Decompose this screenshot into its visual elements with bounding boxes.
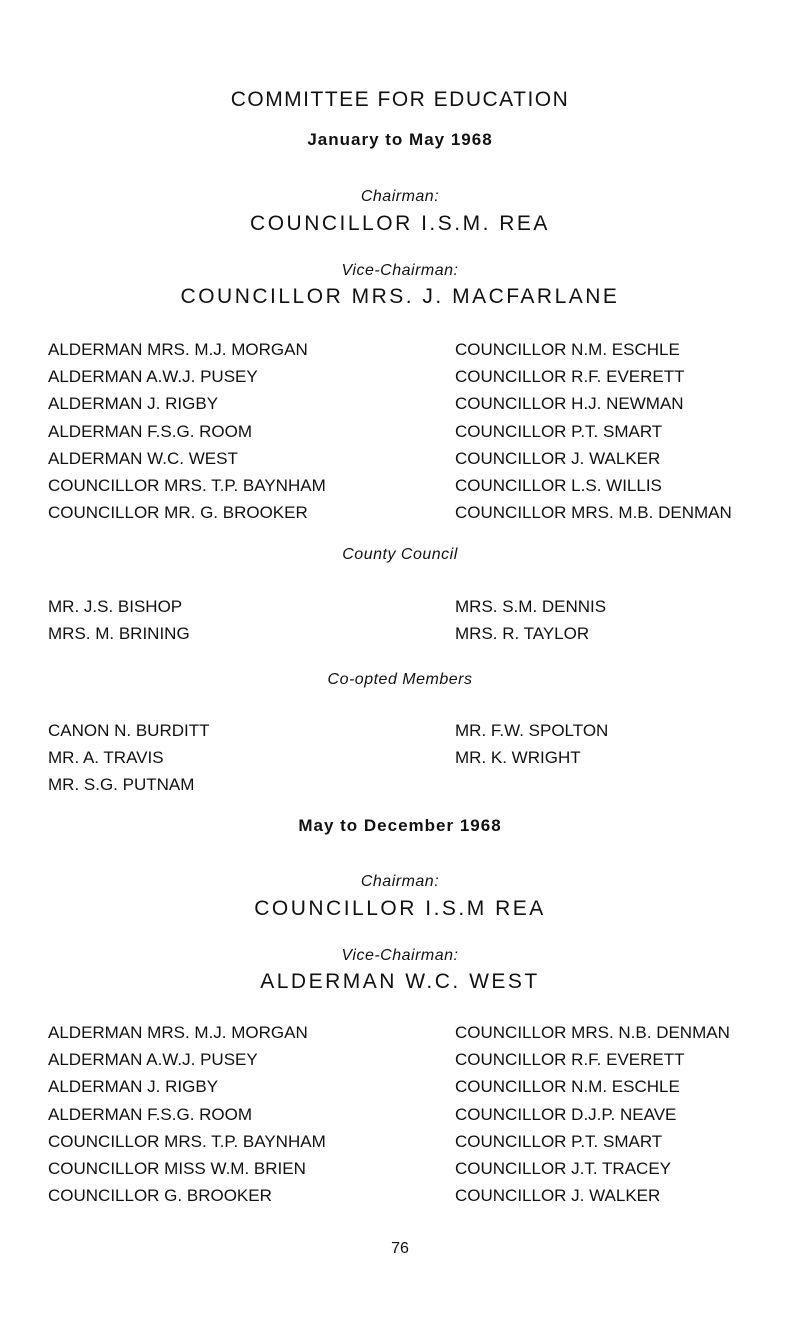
member-name: COUNCILLOR MR. G. BROOKER xyxy=(48,503,308,523)
coopted-members-right xyxy=(455,717,608,771)
period-2-vice-chairman: ALDERMAN W.C. WEST xyxy=(260,970,540,993)
member-name: MR. J.S. BISHOP xyxy=(48,597,183,616)
member-name: ALDERMAN MRS. M.J. MORGAN xyxy=(48,1023,308,1042)
member-name: ALDERMAN J. RIGBY xyxy=(48,394,219,414)
member-name: COUNCILLOR N.M. ESCHLE xyxy=(455,1077,680,1097)
page-number: 76 xyxy=(391,1240,409,1257)
coopted-members-left xyxy=(48,717,210,799)
member-name: ALDERMAN A.W.J. PUSEY xyxy=(48,1050,258,1070)
member-name: MR. S.G. PUTNAM xyxy=(48,775,195,795)
period-1-members-right xyxy=(455,336,732,526)
member-name: ALDERMAN J. RIGBY xyxy=(48,1077,219,1097)
period-2-chairman: COUNCILLOR I.S.M REA xyxy=(254,897,546,920)
member-name: COUNCILLOR G. BROOKER xyxy=(48,1186,272,1206)
member-name: MR. K. WRIGHT xyxy=(455,748,581,768)
period-1-chairman-label: Chairman: xyxy=(360,188,440,205)
member-name: MR. A. TRAVIS xyxy=(48,748,164,768)
county-council-right xyxy=(455,593,606,647)
period-1-vice-chairman: COUNCILLOR MRS. J. MACFARLANE xyxy=(180,285,620,308)
period-2-members-left xyxy=(48,1019,326,1209)
page-title: COMMITTEE FOR EDUCATION xyxy=(230,88,570,111)
member-name: COUNCILLOR J. WALKER xyxy=(455,1186,661,1206)
period-2-chairman-label: Chairman: xyxy=(360,873,440,890)
member-name: CANON N. BURDITT xyxy=(48,721,210,740)
member-name: COUNCILLOR MRS. T.P. BAYNHAM xyxy=(48,1131,326,1151)
member-name: COUNCILLOR N.M. ESCHLE xyxy=(455,340,680,359)
member-name: COUNCILLOR MRS. M.B. DENMAN xyxy=(455,503,732,523)
member-name: COUNCILLOR R.F. EVERETT xyxy=(455,367,685,387)
county-council-label: County Council xyxy=(342,546,458,563)
period-1-chairman: COUNCILLOR I.S.M. REA xyxy=(250,212,550,235)
member-name: COUNCILLOR R.F. EVERETT xyxy=(455,1050,685,1070)
member-name: ALDERMAN F.S.G. ROOM xyxy=(48,1104,253,1124)
period-1-vice-chairman-label: Vice-Chairman: xyxy=(341,262,459,279)
member-name: COUNCILLOR J. WALKER xyxy=(455,448,661,468)
member-name: COUNCILLOR MISS W.M. BRIEN xyxy=(48,1159,306,1179)
member-name: COUNCILLOR P.T. SMART xyxy=(455,1131,663,1151)
member-name: COUNCILLOR J.T. TRACEY xyxy=(455,1159,672,1179)
member-name: MRS. R. TAYLOR xyxy=(455,624,590,644)
member-name: ALDERMAN MRS. M.J. MORGAN xyxy=(48,340,308,359)
member-name: COUNCILLOR D.J.P. NEAVE xyxy=(455,1104,677,1124)
period-1-members-left xyxy=(48,336,326,526)
member-name: MRS. M. BRINING xyxy=(48,624,190,644)
member-name: COUNCILLOR L.S. WILLIS xyxy=(455,476,662,496)
period-1-heading: January to May 1968 xyxy=(307,130,493,149)
member-name: COUNCILLOR H.J. NEWMAN xyxy=(455,394,684,414)
member-name: COUNCILLOR MRS. N.B. DENMAN xyxy=(455,1023,730,1042)
member-name: COUNCILLOR P.T. SMART xyxy=(455,421,663,441)
member-name: MRS. S.M. DENNIS xyxy=(455,597,607,616)
county-council-left xyxy=(48,593,190,647)
member-name: MR. F.W. SPOLTON xyxy=(455,721,609,740)
coopted-members-label: Co-opted Members xyxy=(327,671,473,688)
member-name: ALDERMAN A.W.J. PUSEY xyxy=(48,367,258,387)
member-name: ALDERMAN W.C. WEST xyxy=(48,448,238,468)
period-2-heading: May to December 1968 xyxy=(298,816,502,835)
period-2-members-right xyxy=(455,1019,730,1209)
member-name: ALDERMAN F.S.G. ROOM xyxy=(48,421,253,441)
member-name: COUNCILLOR MRS. T.P. BAYNHAM xyxy=(48,476,326,496)
period-2-vice-chairman-label: Vice-Chairman: xyxy=(341,947,459,964)
